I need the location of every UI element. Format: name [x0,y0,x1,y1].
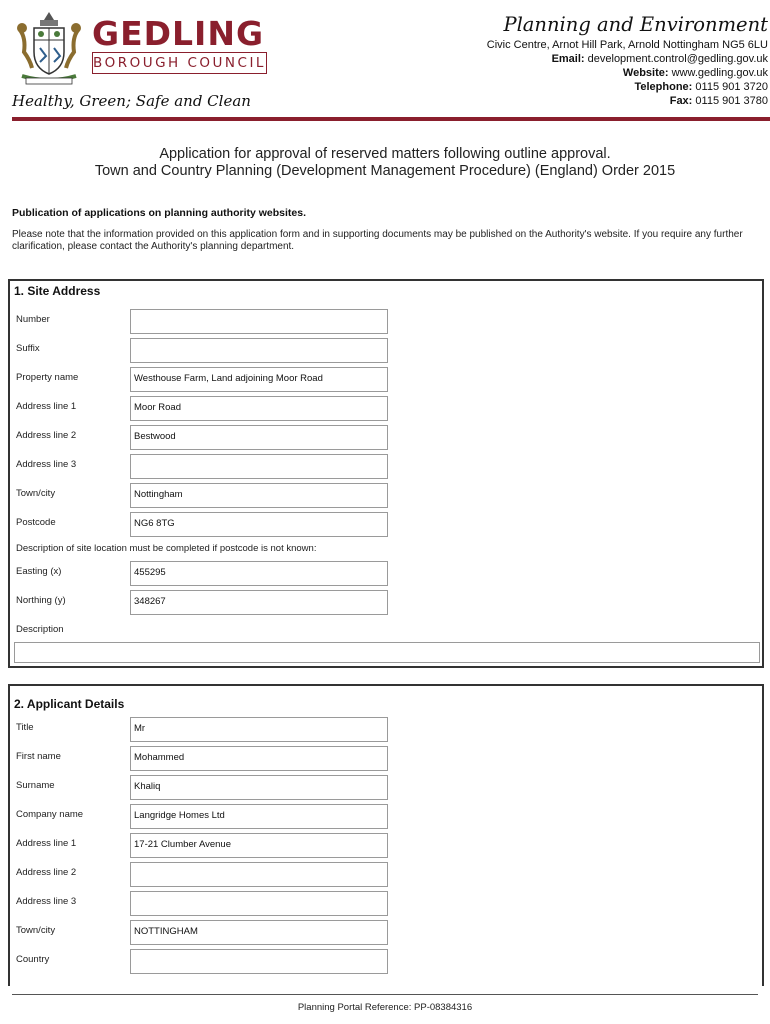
field-label: Address line 1 [16,401,77,412]
postal-address: Civic Centre, Arnot Hill Park, Arnold Nottingham NG5 6LU [486,39,768,51]
field-label: Company name [16,809,84,820]
applicant-address-line-2-field[interactable] [130,862,388,887]
site-number-field[interactable] [130,309,388,334]
letterhead [0,0,770,124]
field-label: Address line 3 [16,459,77,470]
field-label: Northing (y) [16,595,66,606]
field-label: Country [16,954,50,965]
header-divider [12,117,770,121]
applicant-town-field[interactable]: NOTTINGHAM [130,920,388,945]
brand-subtitle: BOROUGH COUNCIL [92,52,267,74]
applicant-details-heading: 2. Applicant Details [14,697,125,711]
telephone-number: 0115 901 3720 [695,81,768,93]
field-label: Town/city [16,925,56,936]
form-title-line-1: Application for approval of reserved matters following outline approval. [159,146,611,162]
fax-line [487,94,768,108]
field-label: Title [16,722,34,733]
field-label: Suffix [16,343,40,354]
email-line [487,52,768,66]
council-crest-icon [10,8,88,86]
telephone-line [487,80,768,94]
field-label: Surname [16,780,55,791]
applicant-first-name-field[interactable]: Mohammed [130,746,388,771]
applicant-country-field[interactable] [130,949,388,974]
slogan: Healthy, Green; Safe and Clean [12,92,251,110]
site-postcode-field[interactable]: NG6 8TG [130,512,388,537]
northing-field[interactable]: 348267 [130,590,388,615]
brand-name: GEDLING [92,14,265,53]
field-label: Description [16,624,64,635]
website-label: Website: [622,67,669,79]
applicant-address-line-1-field[interactable]: 17-21 Clumber Avenue [130,833,388,858]
field-label: Postcode [16,517,56,528]
portal-reference: Planning Portal Reference: PP-08384316 [297,1002,473,1013]
field-label: Address line 2 [16,867,77,878]
field-label: Easting (x) [16,566,62,577]
applicant-address-line-3-field[interactable] [130,891,388,916]
field-label: First name [16,751,61,762]
email-label: Email: [551,53,585,65]
location-note: Description of site location must be completed if postcode is not known: [16,543,317,554]
field-label: Address line 3 [16,896,77,907]
field-label: Address line 1 [16,838,77,849]
easting-field[interactable]: 455295 [130,561,388,586]
fax-number: 0115 901 3780 [695,95,768,107]
applicant-company-field[interactable]: Langridge Homes Ltd [130,804,388,829]
description-field[interactable] [14,642,760,663]
website-link[interactable]: www.gedling.gov.uk [671,67,768,79]
site-town-field[interactable]: Nottingham [130,483,388,508]
field-label: Address line 2 [16,430,77,441]
form-title-line-2: Town and Country Planning (Development Management Procedure) (England) Order 2015 [94,163,676,179]
site-address-line-1-field[interactable]: Moor Road [130,396,388,421]
footer-divider [12,994,758,995]
publication-notice: Please note that the information provided on this application form and in supporting documents may be published on the Authority's website. If you require any further clarification, please contact the Authority's planning department. [12,229,743,252]
contact-block [487,12,768,108]
form-title [0,146,770,180]
department-name: Planning and Environment [503,13,768,36]
website-line [487,66,768,80]
applicant-surname-field[interactable]: Khaliq [130,775,388,800]
field-label: Property name [16,372,79,383]
site-suffix-field[interactable] [130,338,388,363]
applicant-title-field[interactable]: Mr [130,717,388,742]
field-label: Town/city [16,488,56,499]
applicant-details-section [8,684,764,986]
publication-heading: Publication of applications on planning authority websites. [12,207,307,219]
site-address-line-2-field[interactable]: Bestwood [130,425,388,450]
field-label: Number [16,314,50,325]
site-property-name-field[interactable]: Westhouse Farm, Land adjoining Moor Road [130,367,388,392]
telephone-label: Telephone: [634,81,693,93]
site-address-line-3-field[interactable] [130,454,388,479]
fax-label: Fax: [669,95,693,107]
site-address-heading: 1. Site Address [14,284,101,298]
email-link[interactable]: development.control@gedling.gov.uk [587,53,768,65]
site-address-section [8,279,764,668]
